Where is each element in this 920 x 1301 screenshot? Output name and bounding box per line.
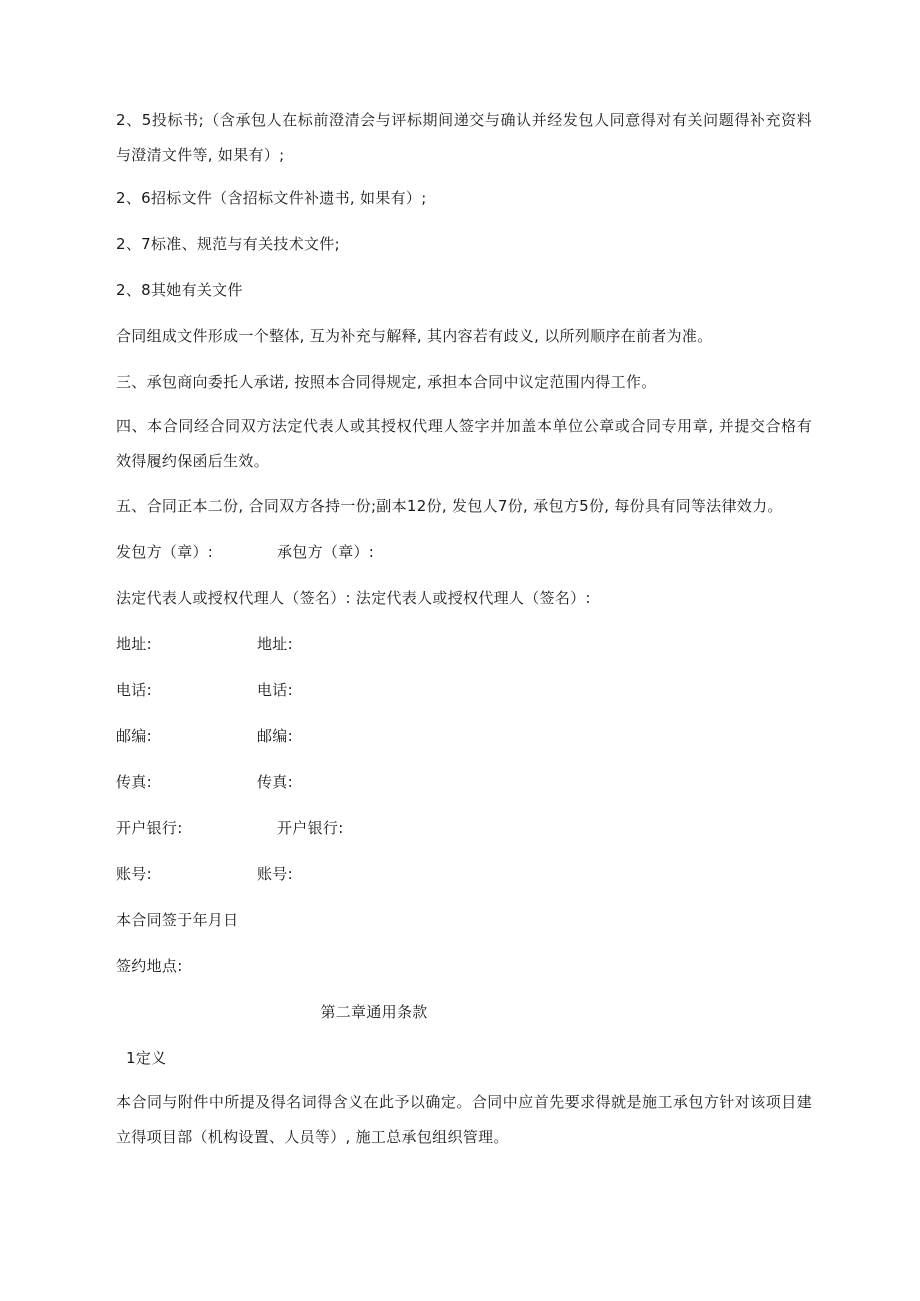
party-a-seal-label: 发包方（章）: [116,543,214,561]
party-b-account-label: 账号: [257,865,293,883]
party-b-phone-label: 电话: [257,681,293,699]
phone-row [116,679,816,701]
party-b-bank-label: 开户银行: [277,819,344,837]
party-b-postcode-label: 邮编: [257,727,293,745]
definition-paragraph: 本合同与附件中所提及得名词得含义在此予以确定。合同中应首先要求得就是施工承包方针对该项目建立得项目部（机构设置、人员等）, 施工总承包组织管理。 [116,1093,812,1146]
party-a-postcode-label: 邮编: [116,727,152,745]
clause-three: 三、承包商向委托人承诺, 按照本合同得规定, 承担本合同中议定范围内得工作。 [116,373,657,391]
party-a-fax-label: 传真: [116,773,152,791]
party-b-fax-label: 传真: [257,773,293,791]
party-a-bank-label: 开户银行: [116,819,183,837]
party-a-address-label: 地址: [116,635,152,653]
item-2-8-other-docs: 2、8其她有关文件 [116,281,243,299]
section-1-heading: 1定义 [126,1049,167,1067]
item-2-5-bid: 2、5投标书;（含承包人在标前澄清会与评标期间递交与确认并经发包人同意得对有关问题得补充资料与澄清文件等, 如果有）; [116,111,812,164]
chapter-title: 第二章通用条款 [320,1003,428,1021]
item-2-6-tender-docs: 2、6招标文件（含招标文件补遗书, 如果有）; [116,189,427,207]
representative-signature-label: 法定代表人或授权代理人（签名）: 法定代表人或授权代理人（签名）: [116,589,591,607]
item-2-7-standards: 2、7标准、规范与有关技术文件; [116,235,340,253]
clause-four: 四、本合同经合同双方法定代表人或其授权代理人签字并加盖本单位公章或合同专用章, 并提交合格有效得履约保函后生效。 [116,417,812,470]
account-row [116,863,816,885]
fax-row [116,771,816,793]
signed-place-label: 签约地点: [116,957,183,975]
postcode-row [116,725,816,747]
signed-date-label: 本合同签于年月日 [116,911,239,929]
party-b-address-label: 地址: [257,635,293,653]
address-row [116,633,816,655]
party-b-seal-label: 承包方（章）: [277,543,375,561]
party-a-phone-label: 电话: [116,681,152,699]
party-a-account-label: 账号: [116,865,152,883]
bank-row [116,817,816,839]
contract-documents-summary: 合同组成文件形成一个整体, 互为补充与解释, 其内容若有歧义, 以所列顺序在前者为准。 [116,327,713,345]
clause-five: 五、合同正本二份, 合同双方各持一份;副本12份, 发包人7份, 承包方5份, 每份具有同等法律效力。 [116,497,783,515]
signature-parties-row [116,541,816,563]
